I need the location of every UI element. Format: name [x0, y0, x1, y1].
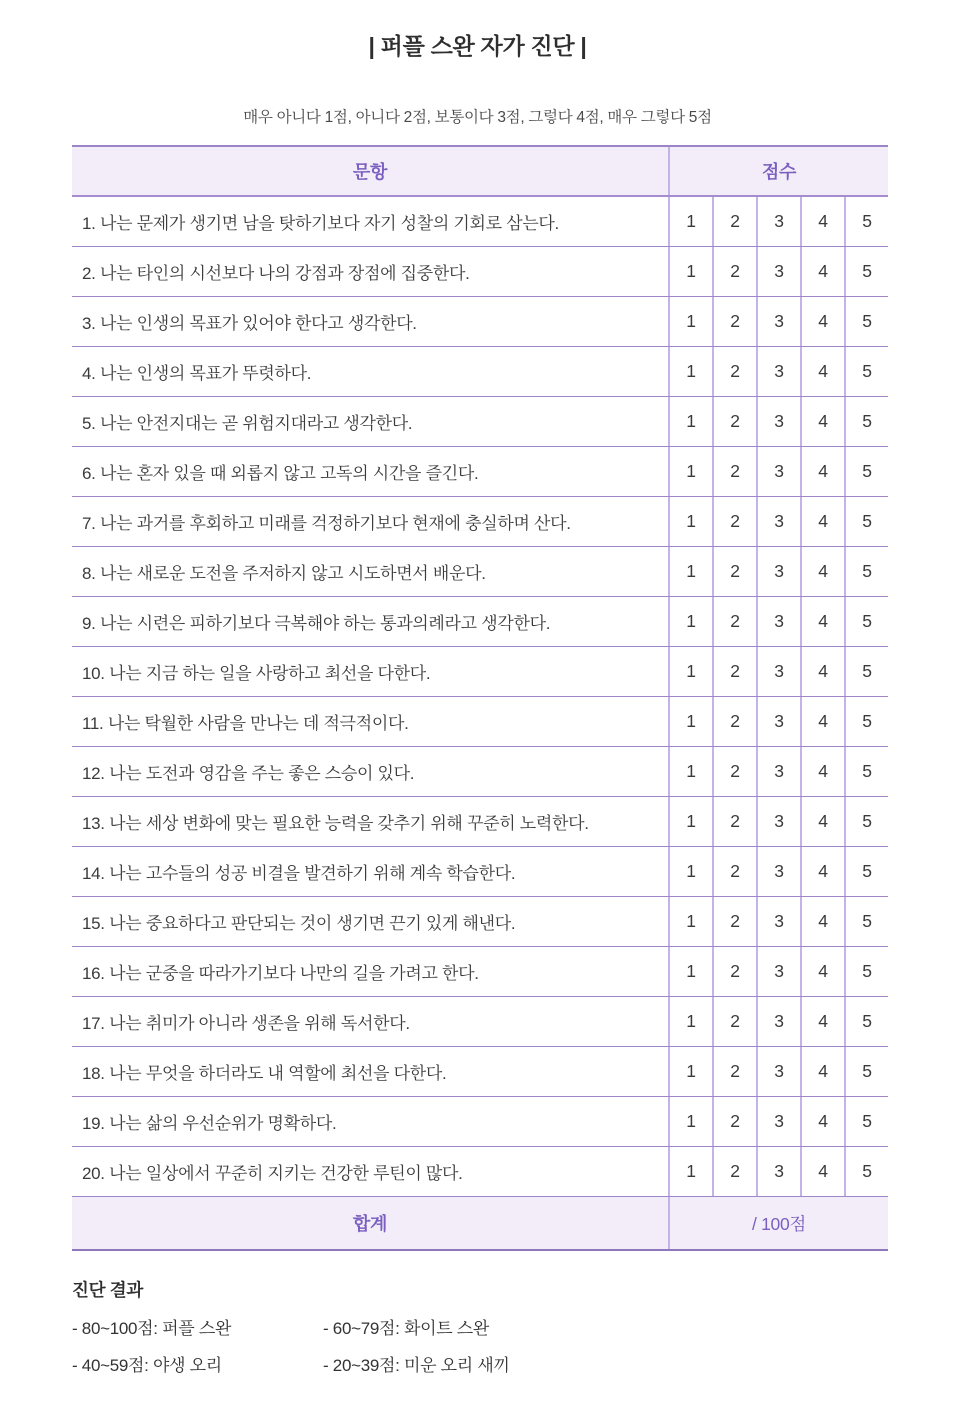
page-title: | 퍼플 스완 자가 진단 | — [368, 33, 587, 59]
score-option-5[interactable]: 5 — [862, 961, 872, 981]
table-row — [72, 597, 888, 647]
score-option-4[interactable]: 4 — [802, 347, 846, 396]
score-option-4[interactable]: 4 — [802, 197, 846, 246]
score-option-5[interactable]: 5 — [862, 261, 872, 281]
score-option-3[interactable]: 3 — [758, 797, 802, 846]
table-row — [72, 647, 888, 697]
score-option-3[interactable]: 3 — [758, 1147, 802, 1196]
score-option-2[interactable]: 2 — [714, 647, 758, 696]
score-option-4[interactable]: 4 — [802, 747, 846, 796]
result-item: - 20~39점: 미운 오리 새끼 — [323, 1356, 510, 1375]
total-label: 합계 — [72, 1197, 670, 1249]
score-option-3[interactable]: 3 — [758, 347, 802, 396]
score-option-2[interactable]: 2 — [714, 1097, 758, 1146]
question-text: 7. 나는 과거를 후회하고 미래를 걱정하기보다 현재에 충실하며 산다. — [72, 497, 670, 546]
score-option-4[interactable]: 4 — [802, 397, 846, 446]
score-option-5[interactable]: 5 — [862, 1061, 872, 1081]
score-option-1[interactable]: 1 — [670, 347, 714, 396]
score-option-1[interactable]: 1 — [670, 447, 714, 496]
score-option-4[interactable]: 4 — [802, 547, 846, 596]
score-option-4[interactable]: 4 — [802, 647, 846, 696]
score-option-3[interactable]: 3 — [758, 997, 802, 1046]
score-option-2[interactable]: 2 — [714, 347, 758, 396]
table-row — [72, 447, 888, 497]
score-option-3[interactable]: 3 — [758, 647, 802, 696]
score-option-4[interactable]: 4 — [802, 497, 846, 546]
scale-legend: 매우 아니다 1점, 아니다 2점, 보통이다 3점, 그렇다 4점, 매우 그렇다 5점 — [243, 109, 712, 126]
score-option-1[interactable]: 1 — [670, 947, 714, 996]
table-row — [72, 747, 888, 797]
question-text: 13. 나는 세상 변화에 맞는 필요한 능력을 갖추기 위해 꾸준히 노력한다. — [72, 797, 670, 846]
score-option-4[interactable]: 4 — [802, 247, 846, 296]
question-text: 11. 나는 탁월한 사람을 만나는 데 적극적이다. — [72, 697, 670, 746]
table-row — [72, 547, 888, 597]
question-text: 8. 나는 새로운 도전을 주저하지 않고 시도하면서 배운다. — [72, 547, 670, 596]
score-option-5[interactable]: 5 — [862, 1011, 872, 1031]
score-option-5[interactable]: 5 — [862, 511, 872, 531]
score-option-5[interactable]: 5 — [862, 611, 872, 631]
question-text: 1. 나는 문제가 생기면 남을 탓하기보다 자기 성찰의 기회로 삼는다. — [72, 197, 670, 246]
score-option-3[interactable]: 3 — [758, 397, 802, 446]
score-option-5[interactable]: 5 — [862, 411, 872, 431]
result-grid — [72, 1314, 888, 1376]
total-row — [72, 1197, 888, 1249]
question-text: 10. 나는 지금 하는 일을 사랑하고 최선을 다한다. — [72, 647, 670, 696]
score-option-2[interactable]: 2 — [714, 197, 758, 246]
score-option-3[interactable]: 3 — [758, 697, 802, 746]
score-option-5[interactable]: 5 — [862, 761, 872, 781]
score-option-4[interactable]: 4 — [802, 1047, 846, 1096]
score-option-3[interactable]: 3 — [758, 547, 802, 596]
table-row — [72, 1047, 888, 1097]
score-option-2[interactable]: 2 — [714, 447, 758, 496]
score-option-1[interactable]: 1 — [670, 547, 714, 596]
score-option-3[interactable]: 3 — [758, 847, 802, 896]
question-text: 12. 나는 도전과 영감을 주는 좋은 스승이 있다. — [72, 747, 670, 796]
table-row — [72, 847, 888, 897]
score-option-5[interactable]: 5 — [862, 711, 872, 731]
table-row — [72, 1097, 888, 1147]
score-option-1[interactable]: 1 — [670, 1047, 714, 1096]
table-row — [72, 947, 888, 997]
score-option-3[interactable]: 3 — [758, 897, 802, 946]
score-option-2[interactable]: 2 — [714, 747, 758, 796]
score-option-5[interactable]: 5 — [862, 361, 872, 381]
score-option-2[interactable]: 2 — [714, 1047, 758, 1096]
score-option-3[interactable]: 3 — [758, 1047, 802, 1096]
score-option-5[interactable]: 5 — [862, 1161, 872, 1181]
question-text: 19. 나는 삶의 우선순위가 명확하다. — [72, 1097, 670, 1146]
score-option-2[interactable]: 2 — [714, 547, 758, 596]
score-option-2[interactable]: 2 — [714, 697, 758, 746]
score-option-3[interactable]: 3 — [758, 197, 802, 246]
score-option-1[interactable]: 1 — [670, 1147, 714, 1196]
score-option-1[interactable]: 1 — [670, 747, 714, 796]
score-option-2[interactable]: 2 — [714, 247, 758, 296]
question-text: 2. 나는 타인의 시선보다 나의 강점과 장점에 집중한다. — [72, 247, 670, 296]
question-text: 18. 나는 무엇을 하더라도 내 역할에 최선을 다한다. — [72, 1047, 670, 1096]
score-option-1[interactable]: 1 — [670, 997, 714, 1046]
question-text: 16. 나는 군중을 따라가기보다 나만의 길을 가려고 한다. — [72, 947, 670, 996]
result-item: - 60~79점: 화이트 스완 — [323, 1319, 490, 1338]
question-text: 9. 나는 시련은 피하기보다 극복해야 하는 통과의례라고 생각한다. — [72, 597, 670, 646]
score-option-1[interactable]: 1 — [670, 647, 714, 696]
score-option-5[interactable]: 5 — [862, 661, 872, 681]
score-option-4[interactable]: 4 — [802, 897, 846, 946]
score-option-4[interactable]: 4 — [802, 297, 846, 346]
score-option-5[interactable]: 5 — [862, 911, 872, 931]
table-row — [72, 1147, 888, 1197]
score-option-4[interactable]: 4 — [802, 847, 846, 896]
table-row — [72, 347, 888, 397]
score-option-1[interactable]: 1 — [670, 397, 714, 446]
score-option-3[interactable]: 3 — [758, 747, 802, 796]
table-row — [72, 497, 888, 547]
question-text: 3. 나는 인생의 목표가 있어야 한다고 생각한다. — [72, 297, 670, 346]
score-option-3[interactable]: 3 — [758, 447, 802, 496]
score-column-header: 점수 — [761, 162, 797, 182]
question-text: 5. 나는 안전지대는 곧 위험지대라고 생각한다. — [72, 397, 670, 446]
score-option-4[interactable]: 4 — [802, 697, 846, 746]
score-option-4[interactable]: 4 — [802, 947, 846, 996]
score-option-1[interactable]: 1 — [670, 247, 714, 296]
table-row — [72, 397, 888, 447]
score-option-5[interactable]: 5 — [862, 1111, 872, 1131]
score-option-3[interactable]: 3 — [758, 947, 802, 996]
score-option-1[interactable]: 1 — [670, 497, 714, 546]
table-row — [72, 197, 888, 247]
table-body — [72, 197, 888, 1197]
score-option-2[interactable]: 2 — [714, 797, 758, 846]
result-item: - 40~59점: 야생 오리 — [72, 1356, 222, 1375]
score-option-1[interactable]: 1 — [670, 847, 714, 896]
score-option-1[interactable]: 1 — [670, 197, 714, 246]
result-heading: 진단 결과 — [72, 1280, 143, 1300]
score-option-4[interactable]: 4 — [802, 1147, 846, 1196]
score-option-3[interactable]: 3 — [758, 1097, 802, 1146]
score-option-1[interactable]: 1 — [670, 597, 714, 646]
table-row — [72, 297, 888, 347]
table-row — [72, 697, 888, 747]
score-option-2[interactable]: 2 — [714, 497, 758, 546]
question-text: 17. 나는 취미가 아니라 생존을 위해 독서한다. — [72, 997, 670, 1046]
score-option-5[interactable]: 5 — [862, 561, 872, 581]
score-option-5[interactable]: 5 — [862, 811, 872, 831]
score-option-3[interactable]: 3 — [758, 297, 802, 346]
score-option-2[interactable]: 2 — [714, 297, 758, 346]
total-score-value: / 100점 — [751, 1213, 807, 1234]
score-option-4[interactable]: 4 — [802, 1097, 846, 1146]
diagnosis-table — [72, 145, 888, 1251]
score-option-5[interactable]: 5 — [862, 211, 872, 231]
score-option-2[interactable]: 2 — [714, 997, 758, 1046]
score-option-5[interactable]: 5 — [862, 311, 872, 331]
score-option-3[interactable]: 3 — [758, 597, 802, 646]
result-item: - 80~100점: 퍼플 스완 — [72, 1319, 232, 1338]
score-option-4[interactable]: 4 — [802, 997, 846, 1046]
diagnosis-result-section — [72, 1277, 888, 1376]
score-option-4[interactable]: 4 — [802, 797, 846, 846]
score-option-5[interactable]: 5 — [862, 861, 872, 881]
score-option-2[interactable]: 2 — [714, 947, 758, 996]
table-header-row — [72, 147, 888, 197]
score-option-4[interactable]: 4 — [802, 597, 846, 646]
score-option-3[interactable]: 3 — [758, 497, 802, 546]
score-option-3[interactable]: 3 — [758, 247, 802, 296]
table-row — [72, 247, 888, 297]
score-option-2[interactable]: 2 — [714, 847, 758, 896]
score-option-1[interactable]: 1 — [670, 1097, 714, 1146]
score-option-2[interactable]: 2 — [714, 397, 758, 446]
question-text: 15. 나는 중요하다고 판단되는 것이 생기면 끈기 있게 해낸다. — [72, 897, 670, 946]
score-option-2[interactable]: 2 — [714, 597, 758, 646]
question-column-header: 문항 — [72, 147, 670, 195]
score-option-1[interactable]: 1 — [670, 897, 714, 946]
score-option-1[interactable]: 1 — [670, 697, 714, 746]
score-option-2[interactable]: 2 — [714, 1147, 758, 1196]
table-row — [72, 897, 888, 947]
score-option-2[interactable]: 2 — [714, 897, 758, 946]
score-option-5[interactable]: 5 — [862, 461, 872, 481]
score-option-4[interactable]: 4 — [802, 447, 846, 496]
score-option-1[interactable]: 1 — [670, 797, 714, 846]
table-row — [72, 797, 888, 847]
table-row — [72, 997, 888, 1047]
question-text: 4. 나는 인생의 목표가 뚜렷하다. — [72, 347, 670, 396]
question-text: 20. 나는 일상에서 꾸준히 지키는 건강한 루틴이 많다. — [72, 1147, 670, 1196]
score-option-1[interactable]: 1 — [670, 297, 714, 346]
question-text: 14. 나는 고수들의 성공 비결을 발견하기 위해 계속 학습한다. — [72, 847, 670, 896]
question-text: 6. 나는 혼자 있을 때 외롭지 않고 고독의 시간을 즐긴다. — [72, 447, 670, 496]
